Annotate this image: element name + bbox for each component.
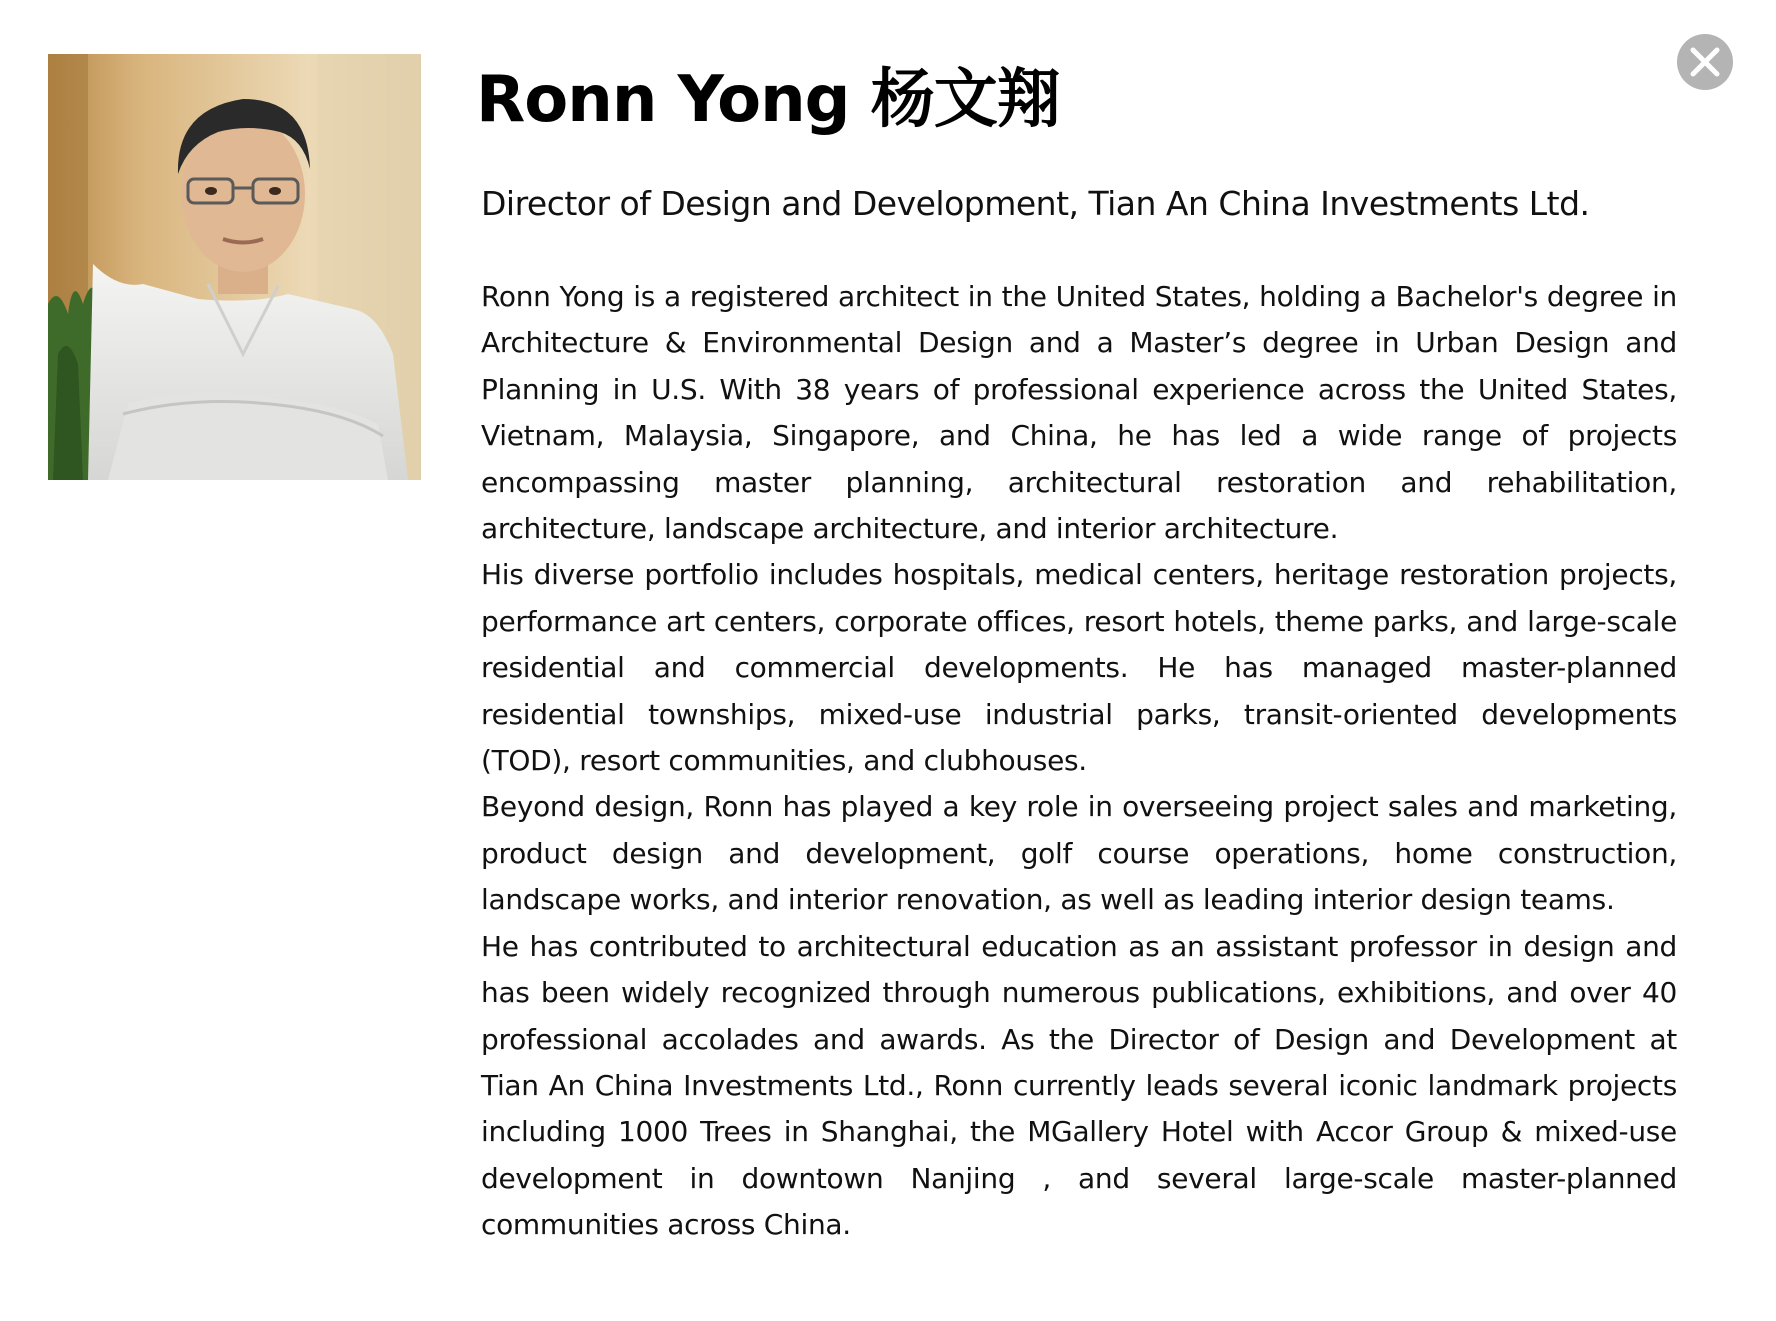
close-button[interactable] <box>1677 34 1733 90</box>
bio-paragraph: Beyond design, Ronn has played a key role in overseeing project sales and marketing, product design and development, golf course operations, home construction, landscape works, and interior renovation, as well as leading interior design teams. <box>481 790 1677 917</box>
profile-title: Director of Design and Development, Tian An China Investments Ltd. <box>481 184 1590 223</box>
portrait-photo <box>48 54 421 480</box>
bio-paragraph: Ronn Yong is a registered architect in the United States, holding a Bachelor's degree in Architecture & Environmental Design and a Master’s degree in Urban Design and Planning in U.S. With 38 years of professional experience across the United States, Vietnam, Malaysia, Singapore, and China, he has led a wide range of projects encompassing master planning, architectural restoration and rehabilitation, architecture, landscape architecture, and interior architecture. <box>481 280 1677 546</box>
close-icon <box>1677 34 1733 90</box>
bio-paragraph: His diverse portfolio includes hospitals, medical centers, heritage restoration projects, performance art centers, corporate offices, resort hotels, theme parks, and large-scale residential and commercial developments. He has managed master-planned residential townships, mixed-use industrial parks, transit-oriented developments (TOD), resort communities, and clubhouses. <box>481 558 1677 778</box>
bio-paragraph: He has contributed to architectural education as an assistant professor in design and has been widely recognized through numerous publications, exhibitions, and over 40 professional accolades and awards. As the Director of Design and Development at Tian An China Investments Ltd., Ronn currently leads several iconic landmark projects including 1000 Trees in Shanghai, the MGallery Hotel with Accor Group & mixed-use development in downtown Nanjing , and several large-scale master-planned communities across China. <box>481 929 1677 1242</box>
profile-name: Ronn Yong 杨文翔 <box>476 63 1060 137</box>
portrait-image <box>48 54 421 480</box>
profile-bio <box>481 274 1677 1249</box>
profile-content <box>476 52 1677 1249</box>
